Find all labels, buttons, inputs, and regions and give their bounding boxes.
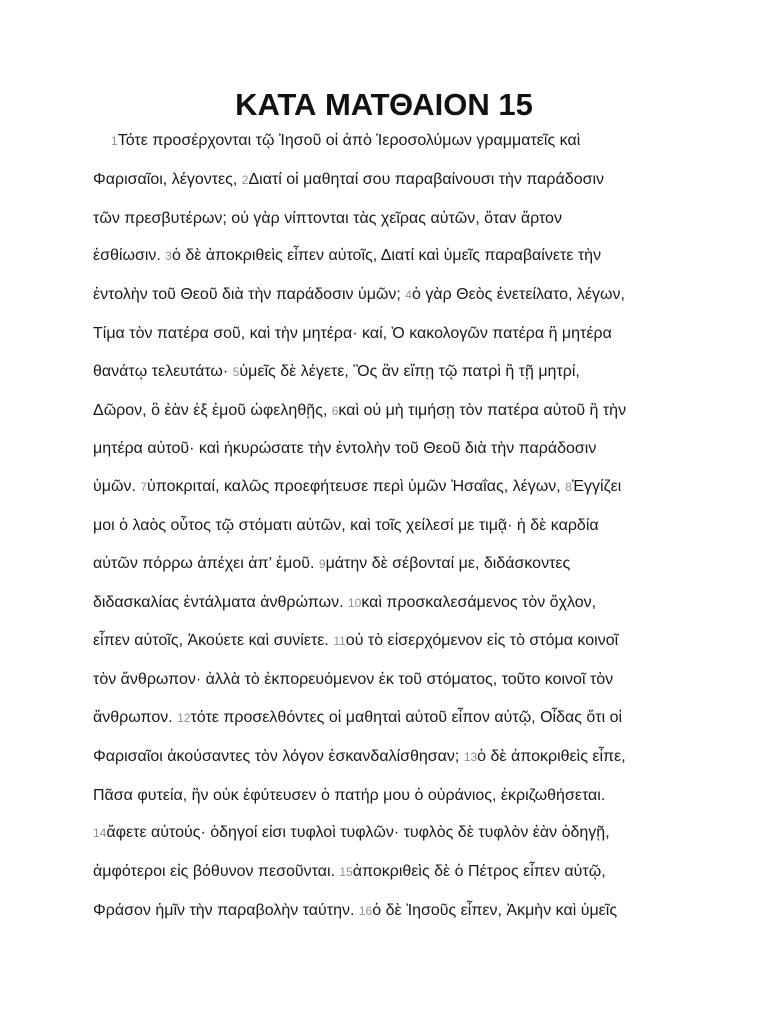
verse-text: Δῶρον, ὃ ἐὰν ἐξ ἐμοῦ ὠφεληθῇς,	[93, 401, 332, 419]
verse-text: ἄφετε αὐτούς· ὁδηγοί εἰσι τυφλοὶ τυφλῶν· τυφλὸς δὲ τυφλὸν ἐὰν ὁδηγῇ,	[106, 824, 610, 842]
verse-number: 14	[93, 826, 107, 841]
verse-text: Τότε προσέρχονται τῷ Ἰησοῦ οἱ ἀπὸ Ἱεροσολύμων γραμματεῖς καὶ	[117, 132, 581, 149]
verse-text: τότε προσελθόντες οἱ μαθηταὶ αὐτοῦ εἶπον αὐτῷ, Οἶδας ὅτι οἱ	[190, 708, 623, 726]
scripture-text	[93, 122, 683, 931]
text-line	[93, 276, 683, 315]
text-line	[93, 699, 683, 738]
text-line	[93, 814, 683, 853]
text-line	[93, 392, 683, 431]
verse-number: 5	[232, 364, 240, 379]
verse-text: καὶ προσκαλεσάμενος τὸν ὄχλον,	[361, 593, 597, 611]
text-line	[93, 430, 683, 468]
text-line	[93, 161, 683, 200]
verse-text: ὁ δὲ Ἰησοῦς εἶπεν, Ἀκμὴν καὶ ὑμεῖς	[372, 901, 618, 919]
verse-text: οὐ τὸ εἰσερχόμενον εἰς τὸ στόμα κοινοῖ	[345, 632, 619, 650]
verse-text: εἶπεν αὐτοῖς, Ἀκούετε καὶ συνίετε.	[93, 632, 334, 650]
verse-text: ἀποκριθεὶς δὲ ὁ Πέτρος εἶπεν αὐτῷ,	[352, 863, 606, 881]
verse-text: Ἐγγίζει	[571, 478, 622, 496]
verse-text: Φαρισαῖοι, λέγοντες,	[93, 170, 242, 188]
text-line	[93, 853, 683, 892]
verse-text: Διατί οἱ μαθηταί σου παραβαίνουσι τὴν παράδοσιν	[248, 170, 605, 188]
verse-text: ὑμῶν.	[93, 478, 141, 496]
text-line	[93, 468, 683, 507]
verse-number: 13	[463, 749, 478, 764]
verse-number: 1	[111, 134, 118, 148]
chapter-title: ΚΑΤΑ ΜΑΤΘΑΙΟΝ 15	[235, 87, 533, 122]
verse-number: 8	[565, 480, 572, 495]
verse-text: τὸν ἄνθρωπον· ἀλλὰ τὸ ἐκπορευόμενον ἐκ τοῦ στόματος, τοῦτο κοινοῖ τὸν	[93, 671, 614, 689]
verse-text: ἀμφότεροι εἰς βόθυνον πεσοῦνται.	[93, 863, 340, 881]
verse-text: καὶ οὐ μὴ τιμήσῃ τὸν πατέρα αὐτοῦ ἢ τὴν	[338, 401, 627, 419]
verse-number: 4	[405, 288, 412, 303]
verse-text: ἐντολὴν τοῦ Θεοῦ διὰ τὴν παράδοσιν ὑμῶν;	[93, 286, 406, 304]
verse-text: Φαρισαῖοι ἀκούσαντες τὸν λόγον ἐσκανδαλίσθησαν;	[93, 747, 464, 765]
verse-text: διδασκαλίας ἐντάλματα ἀνθρώπων.	[93, 593, 348, 611]
verse-number: 2	[241, 172, 249, 187]
text-line	[93, 661, 683, 699]
verse-number: 3	[165, 249, 172, 264]
verse-text: μάτην δὲ σέβονταί με, διδάσκοντες	[325, 554, 571, 572]
verse-text: ὑμεῖς δὲ λέγετε, Ὃς ἂν εἴπῃ τῷ πατρὶ ἢ τῇ μητρί,	[239, 362, 580, 380]
verse-number: 12	[177, 710, 191, 725]
text-line	[93, 584, 683, 623]
verse-text: ἄνθρωπον.	[93, 708, 178, 726]
verse-text: θανάτῳ τελευτάτω·	[93, 362, 233, 380]
text-line	[93, 622, 683, 661]
verse-text: τῶν πρεσβυτέρων; οὐ γὰρ νίπτονται τὰς χεῖρας αὐτῶν, ὅταν ἄρτον	[93, 209, 562, 227]
verse-text: αὐτῶν πόρρω ἀπέχει ἀπ’ ἐμοῦ.	[93, 554, 319, 572]
text-line	[93, 738, 683, 777]
text-line	[93, 237, 683, 276]
text-line	[93, 545, 683, 584]
text-line	[93, 777, 683, 815]
verse-number: 6	[331, 403, 339, 418]
verse-text: Φράσον ἡμῖν τὴν παραβολὴν ταύτην.	[93, 901, 359, 919]
text-line	[93, 353, 683, 392]
text-line	[93, 200, 683, 238]
verse-text: Πᾶσα φυτεία, ἣν οὐκ ἐφύτευσεν ὁ πατήρ μου ὁ οὐράνιος, ἐκριζωθήσεται.	[93, 786, 606, 804]
verse-text: ὁ δὲ ἀποκριθεὶς εἶπεν αὐτοῖς, Διατί καὶ ὑμεῖς παραβαίνετε τὴν	[171, 247, 602, 265]
verse-text: ὁ γὰρ Θεὸς ἐνετείλατο, λέγων,	[411, 286, 625, 304]
verse-number: 15	[339, 865, 353, 880]
text-line	[93, 507, 683, 545]
text-line	[93, 122, 683, 161]
text-line	[93, 892, 683, 931]
text-line	[93, 315, 683, 353]
verse-text: ὁ δὲ ἀποκριθεὶς εἶπε,	[477, 747, 626, 765]
verse-text: ἐσθίωσιν.	[93, 247, 166, 265]
verse-number: 16	[358, 903, 373, 918]
verse-number: 11	[333, 634, 346, 649]
verse-text: ὑποκριταί, καλῶς προεφήτευσε περὶ ὑμῶν Ἠσαΐας, λέγων,	[147, 478, 566, 496]
verse-text: Τίμα τὸν πατέρα σοῦ, καὶ τὴν μητέρα· καί, Ὁ κακολογῶν πατέρα ἢ μητέρα	[93, 324, 612, 342]
verse-number: 7	[140, 480, 148, 495]
verse-number: 9	[318, 556, 326, 571]
verse-text: μοι ὁ λαὸς οὗτος τῷ στόματι αὐτῶν, καὶ τοῖς χείλεσί με τιμᾷ· ἡ δὲ καρδία	[93, 516, 599, 534]
verse-text: μητέρα αὐτοῦ· καὶ ἠκυρώσατε τὴν ἐντολὴν τοῦ Θεοῦ διὰ τὴν παράδοσιν	[93, 440, 597, 458]
verse-number: 10	[347, 595, 362, 610]
